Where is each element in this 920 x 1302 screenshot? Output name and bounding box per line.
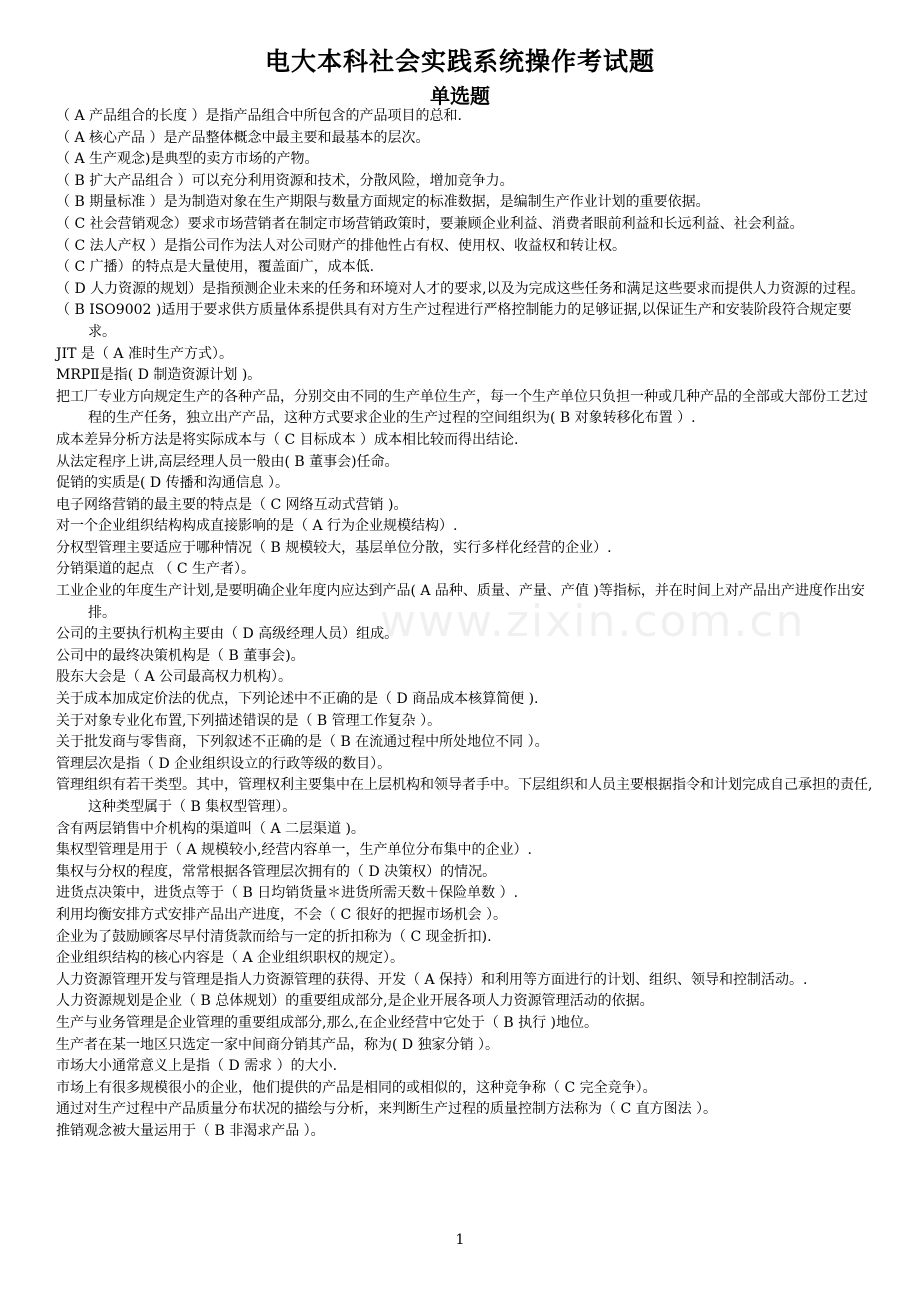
question-item: 通过对生产过程中产品质量分布状况的描绘与分析，来判断生产过程的质量控制方法称为（ C 直方图法 ）。 [56,1101,718,1118]
question-item: 人力资源规划是企业（ B 总体规划）的重要组成部分,是企业开展各项人力资源管理活动的依据。 [56,993,654,1010]
question-item: 股东大会是（ A 公司最高权力机构）。 [56,669,293,686]
question-item: （ B ISO9002 )适用于要求供方质量体系提供具有对方生产过程进行严格控制能力的足够证据,以保证生产和安装阶段符合规定要求。 [56,302,852,340]
question-item: 把工厂专业方向规定生产的各种产品，分别交由不同的生产单位生产，每一个生产单位只负担一种或几种产品的全部或大部份工艺过程的生产任务，独立出产产品，这种方式要求企业的生产过程的空间组织为( B 对象转移化布置 ）. [56,388,868,427]
question-item: 市场大小通常意义上是指（ D 需求 ）的大小. [56,1058,338,1075]
question-item: 公司中的最终决策机构是（ B 董事会)。 [56,647,305,664]
question-item: （ B 期量标准 ）是为制造对象在生产期限与数量方面规定的标准数据，是编制生产作业计划的重要依据。 [56,194,710,211]
question-item: 成本差异分析方法是将实际成本与（ C 目标成本 ）成本相比较而得出结论. [56,431,519,448]
question-item: 市场上有很多规模很小的企业，他们提供的产品是相同的或相似的，这种竞争称（ C 完全竞争）。 [56,1079,657,1096]
question-item: 企业组织结构的核心内容是（ A 企业组织职权的规定）。 [56,950,405,967]
question-item: 分权型管理主要适应于哪种情况（ B 规模较大，基层单位分散，实行多样化经营的企业）. [56,539,612,556]
question-item: 对一个企业组织结构构成直接影响的是（ A 行为企业规模结构）. [56,518,458,535]
question-item: （ A 生产观念)是典型的卖方市场的产物。 [56,151,319,168]
question-item: 从法定程序上讲,高层经理人员一般由( B 董事会)任命。 [56,453,399,470]
question-item: 含有两层销售中介机构的渠道叫（ A 二层渠道 )。 [56,820,365,837]
question-item: （ A 产品组合的长度 ）是指产品组合中所包含的产品项目的总和. [56,108,462,124]
question-item: （ C 广播）的特点是大量使用，覆盖面广，成本低. [56,259,375,276]
page-title: 电大本科社会实践系统操作考试题 [264,47,655,76]
page-number: 1 [455,1232,465,1248]
question-item: JIT 是（ A 准时生产方式）。 [56,345,233,362]
question-list [56,106,878,1143]
question-item: 人力资源管理开发与管理是指人力资源管理的获得、开发（ A 保持）和利用等方面进行的计划、组织、领导和控制活动。. [56,971,808,988]
watermark: www.zixin.com.cn [380,596,806,647]
question-item: 公司的主要执行机构主要由（ D 高级经理人员）组成。 [56,626,399,643]
question-item: 生产与业务管理是企业管理的重要组成部分,那么,在企业经营中它处于（ B 执行 )地位。 [56,1014,598,1031]
question-item: 企业为了鼓励顾客尽早付清货款而给与一定的折扣称为（ C 现金折扣). [56,928,492,945]
question-item: 关于批发商与零售商，下列叙述不正确的是（ B 在流通过程中所处地位不同 ）。 [56,734,549,751]
question-item: （ D 人力资源的规划）是指预测企业未来的任务和环境对人才的要求,以及为完成这些任务和满足这些要求而提供人力资源的过程。 [56,280,865,297]
question-item: 利用均衡安排方式安排产品出产进度，不会（ C 很好的把握市场机会 ）。 [56,906,508,923]
question-item: MRPⅡ是指( D 制造资源计划 )。 [56,367,262,384]
section-heading: 单选题 [430,84,490,108]
question-item: 生产者在某一地区只选定一家中间商分销其产品，称为( D 独家分销 ）。 [56,1036,500,1053]
question-item: 管理组织有若干类型。其中，管理权利主要集中在上层机构和领导者手中。下层组织和人员主要根据指令和计划完成自己承担的责任,这种类型属于（ B 集权型管理）。 [56,777,873,815]
question-item: 关于成本加成定价法的优点，下列论述中不正确的是（ D 商品成本核算简便 ). [56,691,539,708]
question-item: 关于对象专业化布置,下列描述错误的是（ B 管理工作复杂 ）。 [56,712,442,729]
question-item: 分销渠道的起点 （ C 生产者）。 [56,561,256,578]
question-item: 集权与分权的程度，常常根据各管理层次拥有的（ D 决策权）的情况。 [56,863,497,880]
question-item: 电子网络营销的最主要的特点是（ C 网络互动式营销 )。 [56,496,408,513]
question-item: （ A 核心产品 ）是产品整体概念中最主要和最基本的层次。 [56,129,430,146]
question-item: 集权型管理是用于（ A 规模较小,经营内容单一，生产单位分布集中的企业）. [56,842,532,859]
question-item: （ C 社会营销观念）要求市场营销者在制定市场营销政策时，要兼顾企业利益、消费者眼前利益和长远利益、社会利益。 [56,215,804,232]
question-item: 促销的实质是( D 传播和沟通信息 ）。 [56,475,290,492]
question-item: （ C 法人产权 ）是指公司作为法人对公司财产的排他性占有权、使用权、收益权和转让权。 [56,237,627,254]
question-item: （ B 扩大产品组合 ）可以充分利用资源和技术，分散风险，增加竞争力。 [56,172,514,189]
question-item: 管理层次是指（ D 企业组织设立的行政等级的数目）。 [56,755,392,772]
question-item: 工业企业的年度生产计划,是要明确企业年度内应达到产品( A 品种、质量、产量、产值 )等指标，并在时间上对产品出产进度作出安排。 [56,583,865,621]
question-item: 推销观念被大量运用于（ B 非渴求产品 ）。 [56,1122,325,1139]
question-item: 进货点决策中，进货点等于（ B 日均销货量＊进货所需天数＋保险单数 ）. [56,885,519,902]
